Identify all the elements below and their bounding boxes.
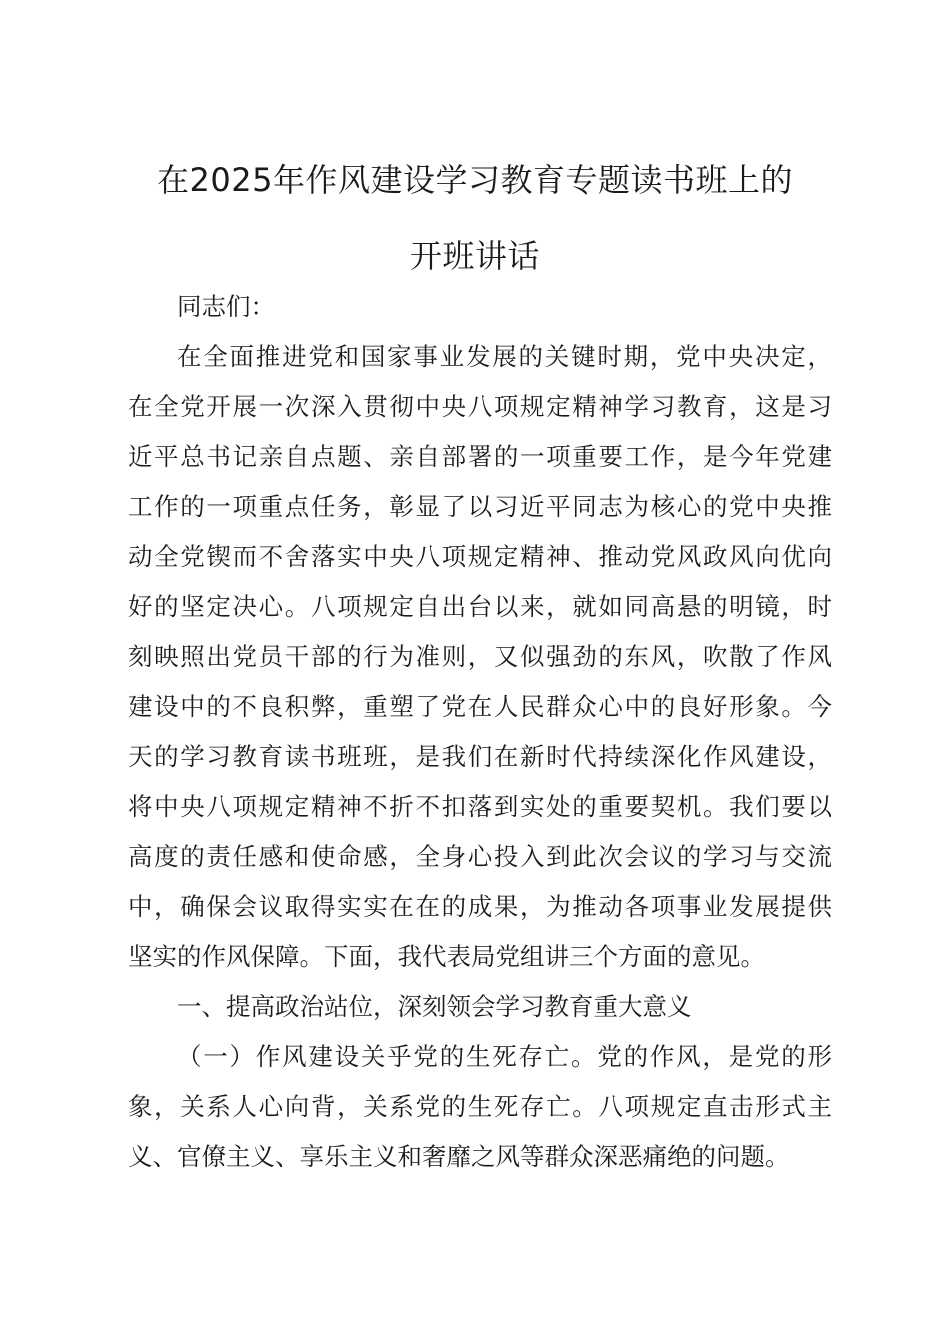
document-body	[128, 282, 832, 1182]
paragraph-line: （一）作风建设关乎党的生死存亡。党的作风，是党的形	[177, 1042, 832, 1071]
paragraph-1	[128, 332, 832, 982]
paragraph-line: 好的坚定决心。八项规定自出台以来，就如同高悬的明镜，时	[128, 592, 832, 621]
paragraph-line: 义、官僚主义、享乐主义和奢靡之风等群众深恶痛绝的问题。	[128, 1142, 790, 1171]
document-title-line-1: 在2025年作风建设学习教育专题读书班上的	[157, 161, 793, 199]
paragraph-line: 建设中的不良积弊，重塑了党在人民群众心中的良好形象。今	[128, 692, 832, 721]
paragraph-line: 近平总书记亲自点题、亲自部署的一项重要工作，是今年党建	[128, 442, 832, 471]
paragraph-line: 工作的一项重点任务，彰显了以习近平同志为核心的党中央推	[128, 492, 832, 521]
paragraph-line: 在全党开展一次深入贯彻中央八项规定精神学习教育，这是习	[128, 392, 832, 421]
paragraph-2	[128, 1032, 832, 1182]
salutation: 同志们：	[177, 292, 275, 321]
paragraph-line: 将中央八项规定精神不折不扣落到实处的重要契机。我们要以	[128, 792, 832, 821]
section-heading-1: 一、提高政治站位，深刻领会学习教育重大意义	[177, 992, 692, 1021]
paragraph-line: 坚实的作风保障。下面，我代表局党组讲三个方面的意见。	[128, 942, 765, 971]
paragraph-line: 高度的责任感和使命感，全身心投入到此次会议的学习与交流	[128, 842, 832, 871]
paragraph-line: 动全党锲而不舍落实中央八项规定精神、推动党风政风向优向	[128, 542, 832, 571]
paragraph-line: 天的学习教育读书班班，是我们在新时代持续深化作风建设，	[128, 742, 832, 771]
paragraph-line: 刻映照出党员干部的行为准则，又似强劲的东风，吹散了作风	[128, 642, 832, 671]
document-title-line-2: 开班讲话	[409, 237, 540, 275]
paragraph-line: 象，关系人心向背，关系党的生死存亡。八项规定直击形式主	[128, 1092, 832, 1121]
paragraph-line: 中，确保会议取得实实在在的成果，为推动各项事业发展提供	[128, 892, 832, 921]
paragraph-line: 在全面推进党和国家事业发展的关键时期，党中央决定，	[177, 342, 832, 371]
